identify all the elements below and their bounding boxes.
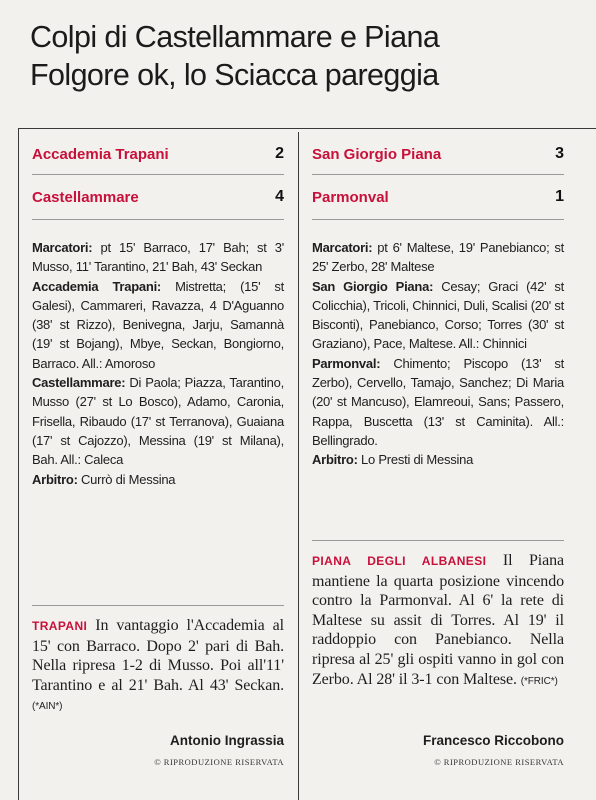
column-divider	[298, 132, 299, 800]
left-team2-text: Di Paola; Piazza, Tarantino, Musso (27' st Lo Bosco), Adamo, Caronia, Frisella, Ribaudo (17' st Terranova), Guaiana (17' st Cajozzo), Messina (19' st Milana), Bah. All.: Caleca	[32, 375, 284, 468]
left-commentary	[32, 616, 284, 717]
right-copyright: © RIPRODUZIONE RISERVATA	[434, 757, 564, 767]
left-home-score: 2	[275, 145, 284, 162]
right-team1-label: San Giorgio Piana:	[312, 278, 434, 294]
left-commentary-text: In vantaggio l'Accademia al 15' con Barraco. Dopo 2' pari di Bah. Nella ripresa 1-2 di Musso. Poi all'11' Tarantino e al 21' Bah. Al 43' Seckan.	[32, 617, 284, 694]
right-team2-text: Chimento; Piscopo (13' st Zerbo), Cervello, Tamajo, Sanchez; Di Maria (20' st Mancuso), Elamreoui, Sans; Passero, Rappa, Buscetta (13' st Caminita). All.: Bellingrado.	[312, 355, 564, 448]
right-score-bottom-rule	[312, 219, 564, 220]
right-team2-lineup	[312, 354, 564, 450]
left-score-divider	[32, 174, 284, 175]
left-scorers-label: Marcatori:	[32, 240, 93, 255]
right-scorers-label: Marcatori:	[312, 240, 373, 255]
left-referee-label: Arbitro:	[32, 471, 78, 487]
left-referee	[32, 470, 284, 489]
right-home-score: 3	[555, 145, 564, 162]
right-author-tag: (*FRIC*)	[520, 675, 558, 687]
left-team2-label: Castellammare:	[32, 375, 126, 391]
right-scorers-text: pt 6' Maltese, 19' Panebianco; st 25' Zerbo, 28' Maltese	[312, 240, 564, 275]
right-away-team: Parmonval	[312, 188, 389, 206]
right-match-report	[312, 238, 564, 470]
left-away-team: Castellammare	[32, 188, 139, 206]
left-team1-label: Accademia Trapani:	[32, 278, 162, 294]
right-score-divider	[312, 174, 564, 175]
left-author: Antonio Ingrassia	[169, 733, 284, 748]
left-home-team: Accademia Trapani	[32, 145, 169, 163]
left-home-row	[32, 143, 284, 165]
left-match-report	[32, 238, 284, 489]
left-kicker: TRAPANI	[32, 619, 88, 633]
left-scorers-text: pt 15' Barraco, 17' Bah; st 3' Musso, 11' Tarantino, 21' Bah, 43' Seckan	[32, 240, 284, 275]
left-team1-lineup	[32, 277, 284, 373]
left-team2-lineup	[32, 373, 284, 469]
right-commentary-text: Il Piana mantiene la quarta posizione vincendo contro la Parmonval. Al 6' la rete di Maltese su assit di Torres. Al 19' il raddoppio con Panebianco. Nella ripresa al 25' gli ospiti vanno in gol con Zerbo. Al 28' il 3-1 con Maltese.	[312, 552, 564, 688]
right-author: Francesco Riccobono	[422, 733, 564, 748]
left-copyright: © RIPRODUZIONE RISERVATA	[154, 757, 284, 767]
right-kicker: PIANA DEGLI ALBANESI	[312, 554, 487, 568]
left-away-score: 4	[275, 188, 284, 205]
right-team1-text: Cesay; Graci (42' st Colicchia), Tricoli, Chinnici, Duli, Scalisi (20' st Bisconti), Panebianco, Corso; Torres (30' st Graziano), Pace, Maltese. All.: Chinnici	[312, 278, 565, 352]
right-referee-text: Lo Presti di Messina	[357, 452, 474, 468]
right-commentary-rule	[312, 540, 564, 541]
left-scorers	[32, 238, 284, 277]
right-team2-label: Parmonval:	[312, 355, 381, 371]
right-away-score: 1	[555, 188, 564, 205]
left-score-bottom-rule	[32, 219, 284, 220]
left-team1-text: Mistretta; (15' st Galesi), Cammareri, Ravazza, 4 D'Aguanno (38' st Rizzo), Benivegna, Jarju, Samannà (19' st Bojang), Mbye, Seckan, Bongiorno, Barraco. All.: Amoroso	[32, 278, 284, 371]
right-scorers	[312, 238, 564, 277]
right-home-row	[312, 143, 564, 165]
right-home-team: San Giorgio Piana	[312, 145, 442, 163]
left-commentary-rule	[32, 605, 284, 606]
right-referee	[312, 450, 564, 469]
right-commentary	[312, 551, 564, 691]
article-headline	[30, 18, 586, 94]
left-away-row	[32, 186, 284, 208]
left-border	[18, 128, 19, 800]
left-author-tag: (*AIN*)	[32, 701, 63, 713]
right-referee-label: Arbitro:	[312, 452, 358, 468]
headline-line-1: Colpi di Castellammare e Piana	[30, 20, 440, 54]
headline-line-2: Folgore ok, lo Sciacca pareggia	[30, 58, 439, 92]
left-referee-text: Currò di Messina	[77, 471, 176, 487]
right-team1-lineup	[312, 277, 564, 354]
right-away-row	[312, 186, 564, 208]
top-rule	[18, 128, 596, 129]
